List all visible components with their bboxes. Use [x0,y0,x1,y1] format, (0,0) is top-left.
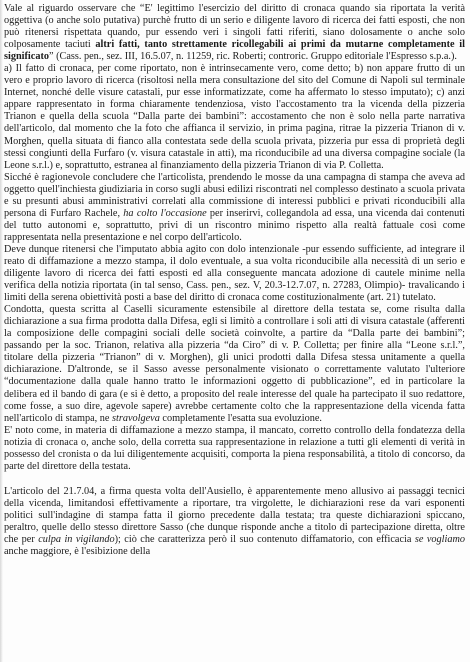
text-run: ” (Cass. pen., sez. III, 16.5.07, n. 11259, ric. Roberti; controric. Gruppo editoriale l'Espresso s.p.a.). [48,51,457,63]
document-body [4,3,465,558]
italic-text-run: stravolgeva [112,412,160,424]
text-run: per inserirvi, collegandola ad essa, una vicenda dai contenuti del tutto autonomi e, soprattutto, privi di un riscontro minimo rispetto alla realtà fattuale così come rappresentata nella presentazione e nel corpo dell'articolo. [4,207,465,243]
text-run: L'articolo del 21.7.04, a firma questa volta dell'Ausiello, è apparentemente meno allusivo ai passaggi tecnici della vicenda, limitandosi effettivamente a riportare, tra virgolette, le dichiarazioni rese da vari esponenti politici sull'indagine di stampa fatta il giorno precedente dalla testata; tra queste dichiarazioni spiccano, peraltro, quelle dello stesso direttore Sasso (che dunque risponde anche a titolo di partecipazione diretta, oltre che per [4,485,465,546]
text-run: a) Il fatto di cronaca, per come riportato, non è intrinsecamente vero, come detto; b) non appare frutto di un vero e proprio lavoro di ricerca (risoltosi nella mera consultazione del sito del Comune di Napoli sul terminale Internet, nonché delle visure catastali, pur esse informatizzate, come ha affermato lo stesso imputato); c) anzi appare rappresentato in forma chiaramente tendenziosa, visto l'accostamento tra la vicenda della pizzeria Trianon e quella della scuola “Dalla parte dei bambini”: accostamento che non è solo nella parte narrativa dell'articolo, dal momento che la foto che affianca il servizio, in prima pagina, ritrae la pizzeria Trianon di v. Morghen, quella situata di fianco alla contestata sede della scuola privata, pizzeria pur essa di proprietà degli stessi congiunti della Furfaro (v. visura catastale in atti), ma riconducibile ad una diversa compagine sociale (la Leone s.r.l.) e, soprattutto, estranea al finanziamento della pizzeria Trianon di via P. Colletta. [4,63,465,171]
text-run: E' noto come, in materia di diffamazione a mezzo stampa, il mancato, corretto controllo della fondatezza della notizia di cronaca o, anche solo, della corretta sua rappresentazione in relazione a tutti gli elementi di verità in possesso del cronista o da lui diligentemente acquisiti, comporta la piena responsabilità, a titolo di concorso, da parte del direttore della testata. [4,424,465,472]
text-run: anche maggiore, è l'esibizione della [4,546,151,558]
italic-text-run: ha colto l'occasione [123,207,207,219]
paragraph-gap [4,473,465,486]
paragraph-intent [4,244,465,304]
text-run: completamente l'esatta sua evoluzione. [159,412,322,424]
paragraph-second-article [4,486,465,558]
paragraph-director-conduct [4,304,465,424]
paragraph-analysis [4,63,465,171]
text-run: Sicché è ragionevole concludere che l'articolista, prendendo le mosse da una campagna di stampa che aveva ad oggetto quell'inchiesta giudiziaria in corso sugli abusi edilizi riscontrati nel complesso destinato a scuola privata e su presunti abusi amministrativi correlati alla commissione di interessi pubblici e privati riconducibili alla persona di Furfaro Rachele, [4,171,465,219]
text-run: Deve dunque ritenersi che l'imputato abbia agito con dolo intenzionale -pur essendo sufficiente, ad integrare il reato di diffamazione a mezzo stampa, il dolo eventuale, a sua volta riconducibile alla necessità di un serio e diligente lavoro di ricerca dei fatti esposti ed alla conseguente mancata adozione di cautele minime nella verifica della notizia riportata (in tal senso, Cass. pen., sez. V, 20.3-12.7.07, n. 27283, Olimpio)- travalicando i limiti della serena obiettività posti a base del diritto di cronaca come costituzionalmente (art. 21) tutelato. [4,243,465,304]
bold-text-run: altri fatti, tanto strettamente ricollegabili ai primi da mutarne completamente il significato [4,39,465,63]
italic-text-run: se vogliamo [414,534,465,546]
scan-edge-shadow [0,0,3,662]
text-run: Vale al riguardo osservare che “E' legittimo l'esercizio del diritto di cronaca quando sia riportata la verità oggettiva (o anche solo putativa) purchè frutto di un serio e diligente lavoro di ricerca dei fatti esposti, che non può ritenersi rispettata quando, pur essendo veri i singoli fatti riferiti, siano dolosamente o anche solo colposamente taciuti [4,3,465,51]
paragraph-citation [4,3,465,63]
paragraph-responsibility [4,425,465,473]
paragraph-conclusion [4,172,465,244]
italic-text-run: culpa in vigilando [38,534,115,546]
text-run: ); ciò che caratterizza però il suo contenuto diffamatorio, con efficacia [114,534,415,546]
text-run: Condotta, questa scritta al Caselli sicuramente estensibile al direttore della testata se, come risulta dalla dichiarazione a sua firma prodotta dalla Difesa, egli si limitò a controllare i soli atti di visura catastale (afferenti la composizione delle compagini sociali delle società coinvolte, a partire da “Dalla parte dei bambini”; passando per la soc. Trianon, relativa alla pizzeria “da Ciro” di v. P. Colletta; per finire alla “Leone s.r.l.”, titolare della pizzeria “Trianon” di v. Morghen), gli unici prodotti dalla Difesa stessa unitamente a quella dichiarazione. D'altronde, se il Sasso avesse personalmente visionato o correttamente valutato l'ulteriore “documentazione dalla quale hanno tratto le informazioni oggetto di pubblicazione”, ed in particolare la delibera ed il bando di gara (e si è detto, a proposito del reale interesse del quale ha partecipato il suo redattore, come fosse, a suo dire, agevole sapere) avrebbe certamente colto che la rappresentazione della vicenda fatta nell'articolo di stampa, ne [4,304,465,424]
